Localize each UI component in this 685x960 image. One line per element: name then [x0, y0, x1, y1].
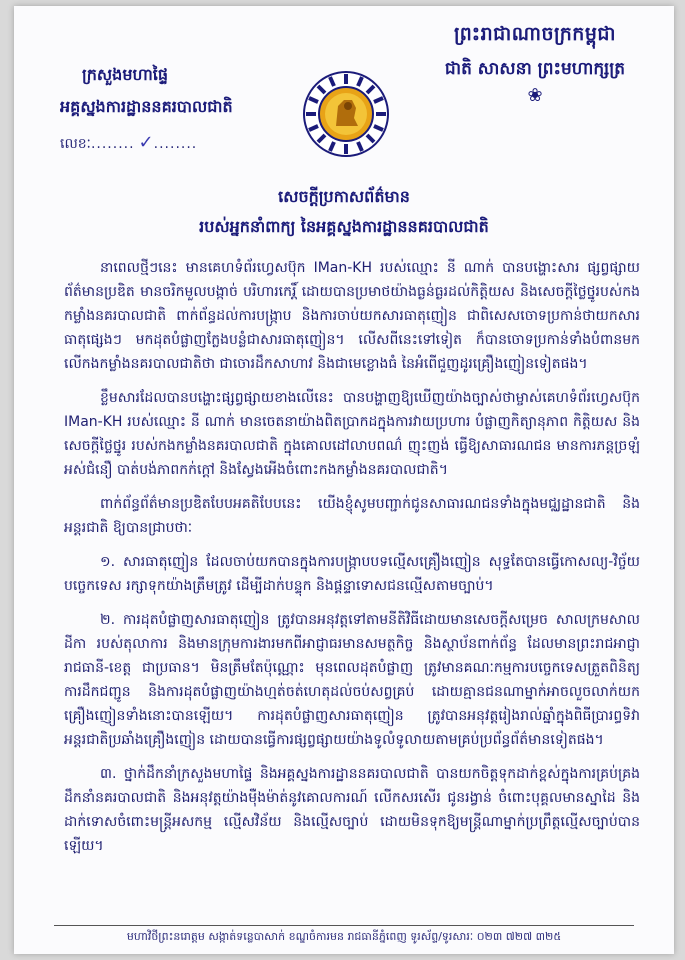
point-number: ២. [100, 612, 116, 628]
police-emblem-icon [302, 70, 390, 158]
department-name: អគ្គស្នងការដ្ឋាននគរបាលជាតិ [60, 97, 233, 116]
footer-divider [54, 925, 634, 926]
document-page [14, 6, 674, 954]
paragraph-2: ខ្លឹមសារដែលបានបង្ហោះផ្សព្វផ្សាយខាងលើនេះ បានបង្ហាញឱ្យឃើញយ៉ាងច្បាស់ថាម្ចាស់គេហទំព័រហ្វេសប៊ុក IMan-KH របស់ឈ្មោះ នី ណាក់ មានចេតនាយ៉ាងពិតប្រាកដក្នុងការវាយប្រហារ បំផ្លាញកិត្យានុភាព កិត្តិយស និងសេចក្តីថ្លៃថ្នូរ របស់កងកម្លាំងនគរបាលជាតិ ក្នុងគោលដៅលាបពណ៌ ញុះញង់ ធ្វើឱ្យសាធារណជន មានការភន្តច្រឡំ អស់ជំនឿ បាត់បង់ភាពកក់ក្តៅ និងស្វែងអើងចំពោះកងកម្លាំងនគរបាលជាតិ។ [64, 390, 640, 478]
point-number: ៣. [100, 766, 117, 782]
check-mark: ✓ [138, 132, 154, 153]
point-text: សារធាតុញៀន ដែលចាប់យកបានក្នុងការបង្ក្រាបបទល្មើសគ្រឿងញៀន សុទ្ធតែបានធ្វើកោសល្យ-វិច្ច័យបច្ចេកទេស រក្សាទុកយ៉ាងត្រឹមត្រូវ ដើម្បីដាក់បន្ទុក និងផ្តន្ទាទោសជនល្មើសតាមច្បាប់។ [64, 554, 641, 594]
ornament-icon: ❀ [527, 85, 543, 106]
title-line-2: របស់អ្នកនាំពាក្យ នៃអគ្គស្នងការដ្ឋាននគរបាលជាតិ [199, 217, 489, 236]
kingdom-name: ព្រះរាជាណាចក្រកម្ពុជា [454, 23, 616, 45]
paragraph-1: នាពេលថ្មីៗនេះ មានគេហទំព័រហ្វេសប៊ុក IMan-KH របស់ឈ្មោះ នី ណាក់ បានបង្ហោះសារ ផ្សព្វផ្សាយព័ត៌មានប្រឌិត មានចរិកមួលបង្កាច់ បរិហារកេរ្តិ៍ ដោយបានប្រមាថយ៉ាងធ្ងន់ធ្ងរដល់កិត្តិយស និងសេចក្តីថ្លៃថ្នូរបស់កងកម្លាំងនគរបាលជាតិ ពាក់ព័ន្ធដល់ការបង្ក្រាប និងការចាប់យកសារធាតុញៀន ជាពិសេសចោទប្រកាន់ថាយកសារធាតុផ្សេងៗ មកដុតបំផ្លាញក្លែងបន្លំជាសារធាតុញៀន។ លើសពីនេះទៅទៀត ក៏បានចោទប្រកាន់ទាំងបំពានមកលើកងកម្លាំងនគរបាលជាតិថា ជាចោរដឹកសាហាវ និងជាមេខ្លោងធំ នៃអំពើជួញដូរគ្រឿងញៀនទៀតផង។ [64, 260, 640, 372]
reference-number: លេខៈ........ ✓........ [60, 132, 198, 153]
point-1 [64, 550, 640, 598]
ministry-name: ក្រសួងមហាផ្ទៃ [82, 65, 169, 84]
paragraph-3: ពាក់ព័ន្ធព័ត៌មានប្រឌិតបែបអគតិបែបនេះ យើងខ្ញុំសូមបញ្ជាក់ជូនសាធារណជនទាំងក្នុងមជ្ឈដ្ឋានជាតិ និងអន្តរជាតិ ឱ្យបានជ្រាបថាៈ [64, 496, 640, 536]
document-title [14, 186, 674, 240]
ministry-header [60, 64, 280, 155]
document-body [64, 256, 640, 868]
title-line-1: សេចក្តីប្រកាសព័ត៌មាន [278, 187, 410, 206]
point-3 [64, 762, 640, 858]
kingdom-header [420, 22, 650, 106]
footer-address: មហាវិថីព្រះនរោត្តម សង្កាត់ទន្លេបាសាក់ ខណ្ឌចំការមន រាជធានីភ្នំពេញ ទូរស័ព្ទ/ទូរសារៈ ០២៣ ៧២៧ ៣២៥ [126, 930, 562, 943]
point-text: ថ្នាក់ដឹកនាំក្រសួងមហាផ្ទៃ និងអគ្គស្នងការដ្ឋាននគរបាលជាតិ បានយកចិត្តទុកដាក់ខ្ពស់ក្នុងការគ្រប់គ្រង ដឹកនាំនគរបាលជាតិ និងអនុវត្តយ៉ាងម៉ឺងម៉ាត់នូវគោលការណ៍ លើកសរសើរ ជូនរង្វាន់ ចំពោះបុគ្គលមានស្នាដៃ និងដាក់ទោសចំពោះមន្ត្រីអសកម្ម ល្មើសវិន័យ និងល្មើសច្បាប់ ដោយមិនទុកឱ្យមន្ត្រីណាម្នាក់ប្រព្រឹត្តល្មើសច្បាប់បានឡើយ។ [64, 766, 640, 854]
point-2 [64, 608, 640, 752]
reference-label: លេខៈ [60, 136, 91, 152]
point-number: ១. [100, 554, 116, 570]
national-motto: ជាតិ សាសនា ព្រះមហាក្សត្រ [444, 59, 626, 79]
point-text: ការដុតបំផ្លាញសារធាតុញៀន ត្រូវបានអនុវត្តទៅតាមនីតិវិធីដោយមានសេចក្តីសម្រេច សាលក្រមសាលដីកា របស់តុលាការ និងមានក្រុមការងារមកពីអាជ្ញាធរមានសមត្ថកិច្ច និងស្ថាប័នពាក់ព័ន្ធ ដែលមានព្រះរាជអាជ្ញារាជធានី-ខេត្ត ជាប្រធាន។ មិនត្រឹមតែប៉ុណ្ណោះ មុនពេលដុតបំផ្លាញ ត្រូវមានគណៈកម្មការបច្ចេកទេសត្រួតពិនិត្យការដឹកជញ្ជូន និងការដុតបំផ្លាញយ៉ាងហ្មត់ចត់ហេតុដល់ចប់សព្វគ្រប់ ដោយគ្មានជនណាម្នាក់អាចលួចលាក់យកគ្រឿងញៀនទាំងនោះបានឡើយ។ ការដុតបំផ្លាញសារធាតុញៀន ត្រូវបានអនុវត្តរៀងរាល់ឆ្នាំក្នុងពិធីប្រារព្ធទិវាអន្តរជាតិប្រឆាំងគ្រឿងញៀន ដោយបានធ្វើការផ្សព្វផ្សាយយ៉ាងទូលំទូលាយតាមគ្រប់ប្រព័ន្ធព័ត៌មានទៀតផង។ [64, 612, 640, 748]
